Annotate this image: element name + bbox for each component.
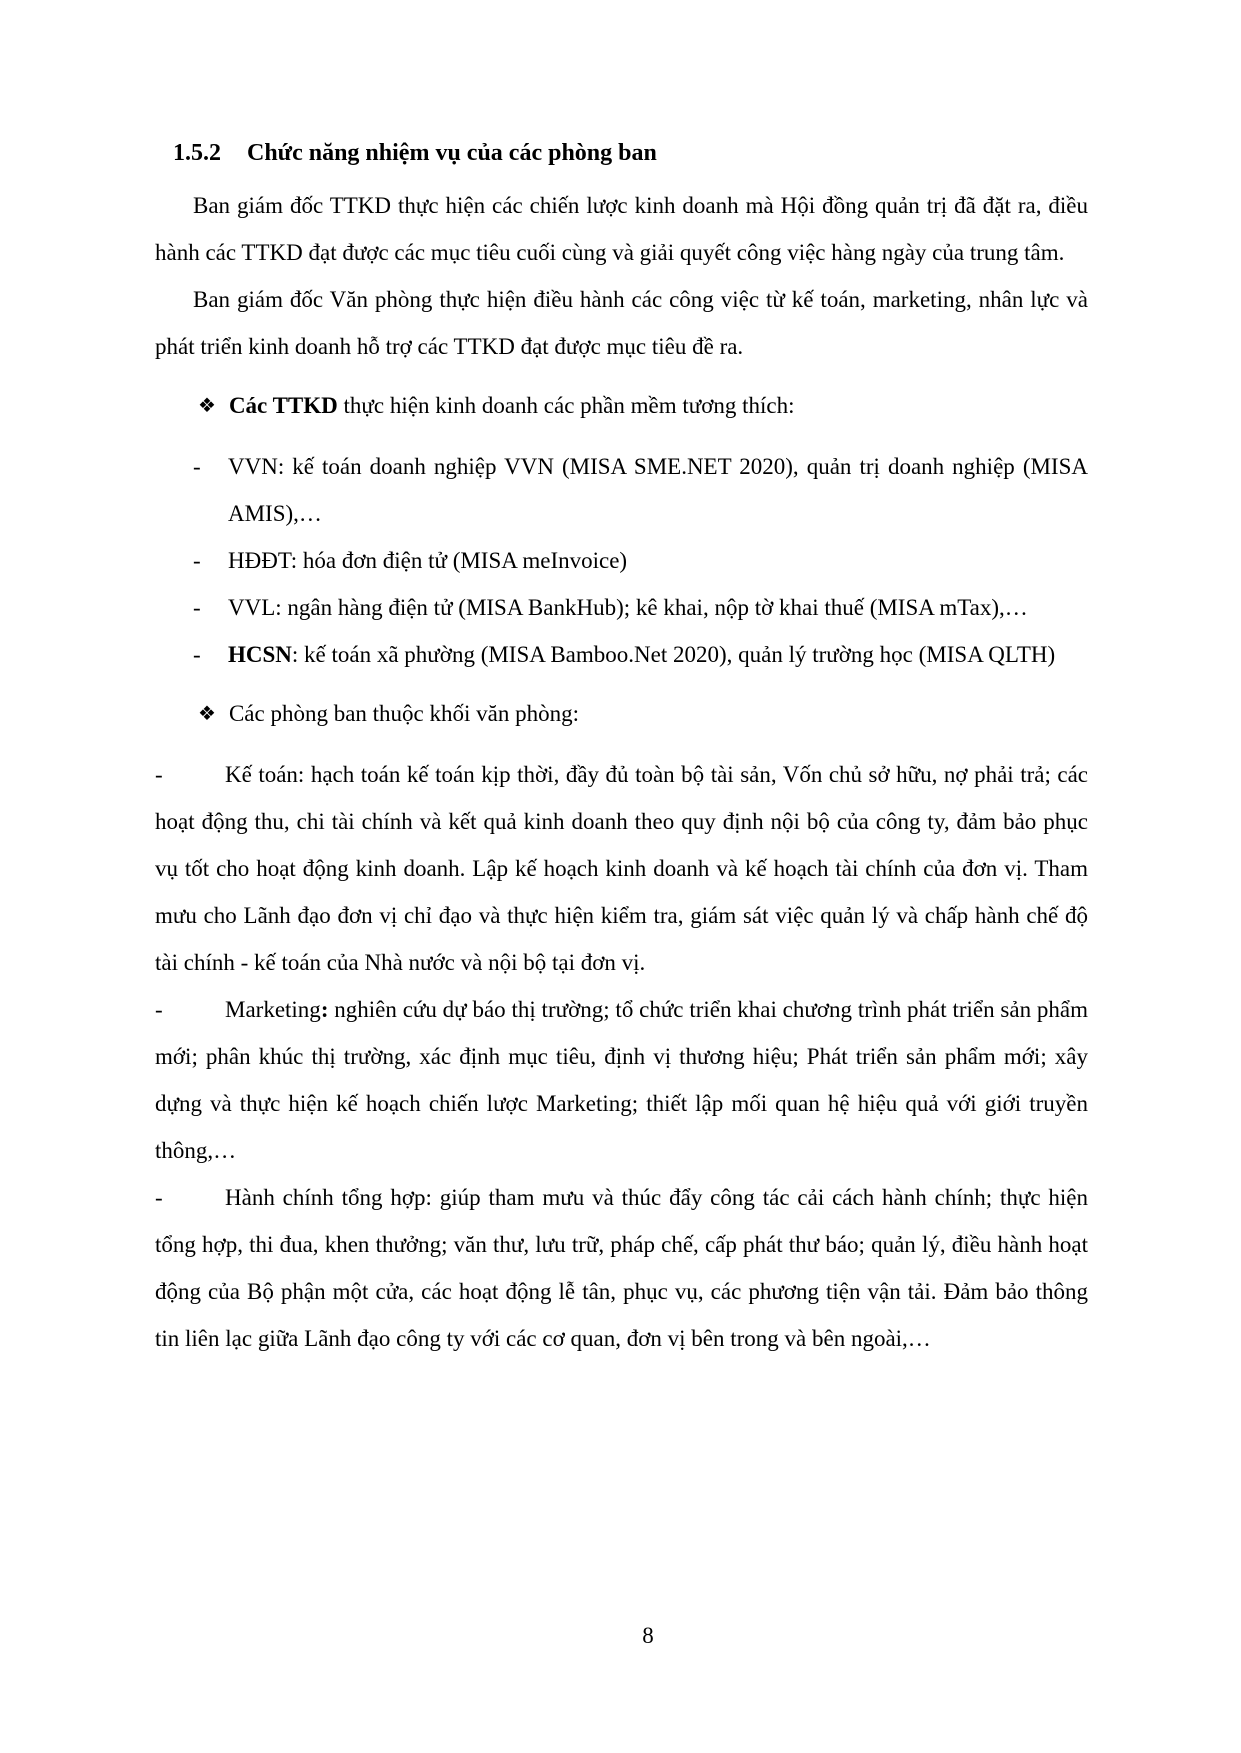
software-item-text: VVN: kế toán doanh nghiệp VVN (MISA SME.NET 2020), quản trị doanh nghiệp (MISA AMIS),… — [228, 454, 1088, 526]
paragraph-board-office: Ban giám đốc Văn phòng thực hiện điều hành các công việc từ kế toán, marketing, nhân lực và phát triển kinh doanh hỗ trợ các TTKD đạt được mục tiêu đề ra. — [155, 287, 1088, 359]
dash-bullet-icon: - — [193, 548, 201, 573]
software-section-title-rest: thực hiện kinh doanh các phần mềm tương thích: — [337, 393, 795, 418]
software-item-text: VVL: ngân hàng điện tử (MISA BankHub); kê khai, nộp tờ khai thuế (MISA mTax),… — [228, 595, 1028, 620]
office-section-bullet — [198, 690, 1088, 739]
paragraph-board-ttkd: Ban giám đốc TTKD thực hiện các chiến lược kinh doanh mà Hội đồng quản trị đã đặt ra, điều hành các TTKD đạt được các mục tiêu cuối cùng và giải quyết công việc hàng ngày của trung tâm. — [155, 193, 1088, 265]
section-heading — [173, 130, 1088, 177]
department-lead-bold: : — [320, 997, 329, 1022]
software-section-bullet — [198, 382, 1088, 431]
heading-title: Chức năng nhiệm vụ của các phòng ban — [247, 140, 657, 166]
department-body: nghiên cứu dự báo thị trường; tổ chức triển khai chương trình phát triển sản phẩm mới; phân khúc thị trường, xác định mục tiêu, định vị thương hiệu; Phát triển sản phẩm mới; xây dựng và thực hiện kế hoạch chiến lược Marketing; thiết lập mối quan hệ hiệu quả với giới truyền thông,… — [155, 997, 1088, 1163]
department-item-ketoan — [155, 751, 1088, 986]
department-item-hanhchinh — [155, 1174, 1088, 1362]
software-item-bold: HCSN — [228, 642, 292, 667]
software-item-vvl — [155, 584, 1088, 631]
dash-bullet-icon: - — [155, 1185, 163, 1210]
page-number: 8 — [642, 1623, 654, 1648]
software-item-hcsn — [155, 631, 1088, 678]
software-section-title-bold: Các TTKD — [228, 393, 338, 418]
dash-bullet-icon: - — [193, 642, 201, 667]
software-item-vvn — [155, 443, 1088, 537]
dash-bullet-icon: - — [193, 595, 201, 620]
department-body: giúp tham mưu và thúc đẩy công tác cải cách hành chính; thực hiện tổng hợp, thi đua, khen thưởng; văn thư, lưu trữ, pháp chế, cấp phát thư báo; quản lý, điều hành hoạt động của Bộ phận một cửa, các hoạt động lễ tân, phục vụ, các phương tiện vận tải. Đảm bảo thông tin liên lạc giữa Lãnh đạo công ty với các cơ quan, đơn vị bên trong và bên ngoài,… — [155, 1185, 1088, 1351]
office-section-title: Các phòng ban thuộc khối văn phòng: — [228, 701, 579, 726]
department-body: hạch toán kế toán kịp thời, đầy đủ toàn bộ tài sản, Vốn chủ sở hữu, nợ phải trả; các hoạt động thu, chi tài chính và kết quả kinh doanh theo quy định nội bộ của công ty, đảm bảo phục vụ tốt cho hoạt động kinh doanh. Lập kế hoạch kinh doanh và kế hoạch tài chính của đơn vị. Tham mưu cho Lãnh đạo đơn vị chỉ đạo và thực hiện kiểm tra, giám sát việc quản lý và chấp hành chế độ tài chính - kế toán của Nhà nước và nội bộ tại đơn vị. — [155, 762, 1088, 975]
software-item-text: HĐĐT: hóa đơn điện tử (MISA meInvoice) — [228, 548, 628, 573]
software-item-hddt — [155, 537, 1088, 584]
heading-number: 1.5.2 — [173, 140, 221, 166]
diamond-bullet-icon: ❖ — [198, 703, 216, 725]
dash-bullet-icon: - — [155, 997, 163, 1022]
document-page — [155, 130, 1088, 1362]
dash-bullet-icon: - — [193, 454, 201, 479]
diamond-bullet-icon: ❖ — [198, 395, 216, 417]
department-item-marketing — [155, 986, 1088, 1174]
department-lead: Hành chính tổng hợp: — [225, 1185, 432, 1210]
software-item-text: : kế toán xã phường (MISA Bamboo.Net 2020), quản lý trường học (MISA QLTH) — [291, 642, 1056, 667]
department-lead: Marketing — [225, 997, 321, 1022]
dash-bullet-icon: - — [155, 762, 163, 787]
department-lead: Kế toán: — [225, 762, 305, 787]
